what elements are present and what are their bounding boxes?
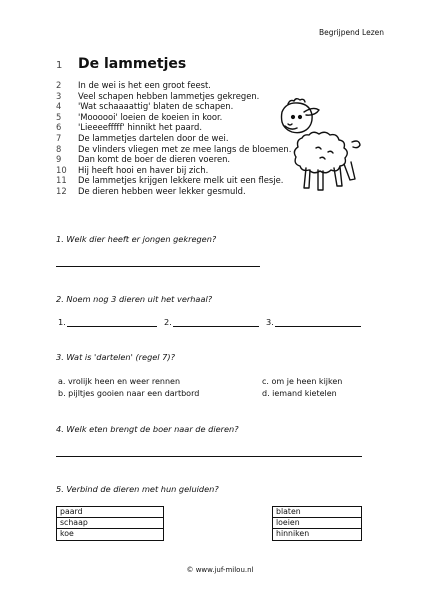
line-number: 5 bbox=[56, 111, 62, 122]
line-number: 12 bbox=[56, 185, 67, 196]
answer-line-2a[interactable] bbox=[67, 326, 157, 327]
line-number: 7 bbox=[56, 132, 62, 143]
line-text: In de wei is het een groot feest. bbox=[78, 80, 211, 90]
story-line bbox=[56, 154, 291, 165]
animals-box bbox=[56, 506, 164, 541]
story-line bbox=[56, 80, 291, 91]
answer-line-4[interactable] bbox=[56, 456, 362, 457]
sound-item[interactable]: loeien bbox=[273, 518, 361, 529]
line-number: 6 bbox=[56, 122, 62, 133]
animal-item[interactable]: koe bbox=[60, 529, 74, 538]
answer-line-2b[interactable] bbox=[173, 326, 259, 327]
line-text: 'Lieeeefffff' hinnikt het paard. bbox=[78, 122, 202, 133]
option-c[interactable]: c. om je heen kijken bbox=[262, 377, 343, 386]
answer-line-1[interactable] bbox=[56, 266, 260, 267]
line-number: 1 bbox=[56, 60, 63, 71]
story-line bbox=[56, 122, 291, 133]
answer-label-1: 1. bbox=[58, 317, 66, 327]
line-text: 'Moooooi' loeien de koeien in koor. bbox=[78, 111, 223, 122]
page-title: De lammetjes bbox=[78, 56, 187, 72]
story-line bbox=[56, 133, 291, 144]
line-text: Hij heeft hooi en haver bij zich. bbox=[78, 164, 209, 175]
line-text: De dieren hebben weer lekker gesmuld. bbox=[78, 185, 246, 196]
lamb-icon bbox=[268, 90, 368, 200]
line-number: 10 bbox=[56, 164, 67, 175]
story-line bbox=[56, 144, 291, 155]
line-text: De lammetjes dartelen door de wei. bbox=[78, 132, 229, 143]
answer-label-3: 3. bbox=[266, 317, 274, 327]
story-lines bbox=[56, 80, 291, 197]
line-text: Veel schapen hebben lammetjes gekregen. bbox=[78, 90, 260, 101]
question-2: 2. Noem nog 3 dieren uit het verhaal? bbox=[56, 294, 213, 304]
story-line bbox=[56, 112, 291, 123]
story-line bbox=[56, 175, 291, 186]
question-4: 4. Welk eten brengt de boer naar de dieren? bbox=[56, 424, 239, 434]
option-a[interactable]: a. vrolijk heen en weer rennen bbox=[58, 377, 181, 386]
line-number: 9 bbox=[56, 154, 62, 165]
sounds-box bbox=[272, 506, 362, 541]
question-3: 3. Wat is 'dartelen' (regel 7)? bbox=[56, 352, 175, 362]
story-line bbox=[56, 165, 291, 176]
line-number: 11 bbox=[56, 175, 67, 186]
animal-item[interactable]: schaap bbox=[57, 518, 163, 529]
question-1: 1. Welk dier heeft er jongen gekregen? bbox=[56, 234, 217, 244]
line-text: De vlinders vliegen met ze mee langs de bloemen. bbox=[78, 143, 292, 154]
sound-item[interactable]: blaten bbox=[273, 507, 361, 518]
line-number: 4 bbox=[56, 101, 62, 112]
header-label: Begrijpend Lezen bbox=[318, 28, 384, 37]
option-b[interactable]: b. pijltjes gooien naar een dartbord bbox=[58, 389, 200, 398]
answer-line-2c[interactable] bbox=[275, 326, 361, 327]
story-line bbox=[56, 91, 291, 102]
answer-label-2: 2. bbox=[164, 317, 172, 327]
line-number: 8 bbox=[56, 143, 62, 154]
story-line bbox=[56, 101, 291, 112]
line-text: Dan komt de boer de dieren voeren. bbox=[78, 154, 231, 165]
animal-item[interactable]: paard bbox=[57, 507, 163, 518]
question-5: 5. Verbind de dieren met hun geluiden? bbox=[56, 484, 219, 494]
story-line bbox=[56, 186, 291, 197]
title-row bbox=[56, 56, 186, 72]
footer-copyright: © www.juf-milou.nl bbox=[186, 566, 254, 574]
line-number: 2 bbox=[56, 80, 62, 90]
sound-item[interactable]: hinniken bbox=[276, 529, 310, 538]
line-text: De lammetjes krijgen lekkere melk uit een flesje. bbox=[78, 175, 284, 186]
line-number: 3 bbox=[56, 90, 62, 101]
line-text: 'Wat schaaaattig' blaten de schapen. bbox=[78, 101, 234, 112]
option-d[interactable]: d. iemand kietelen bbox=[262, 389, 337, 398]
